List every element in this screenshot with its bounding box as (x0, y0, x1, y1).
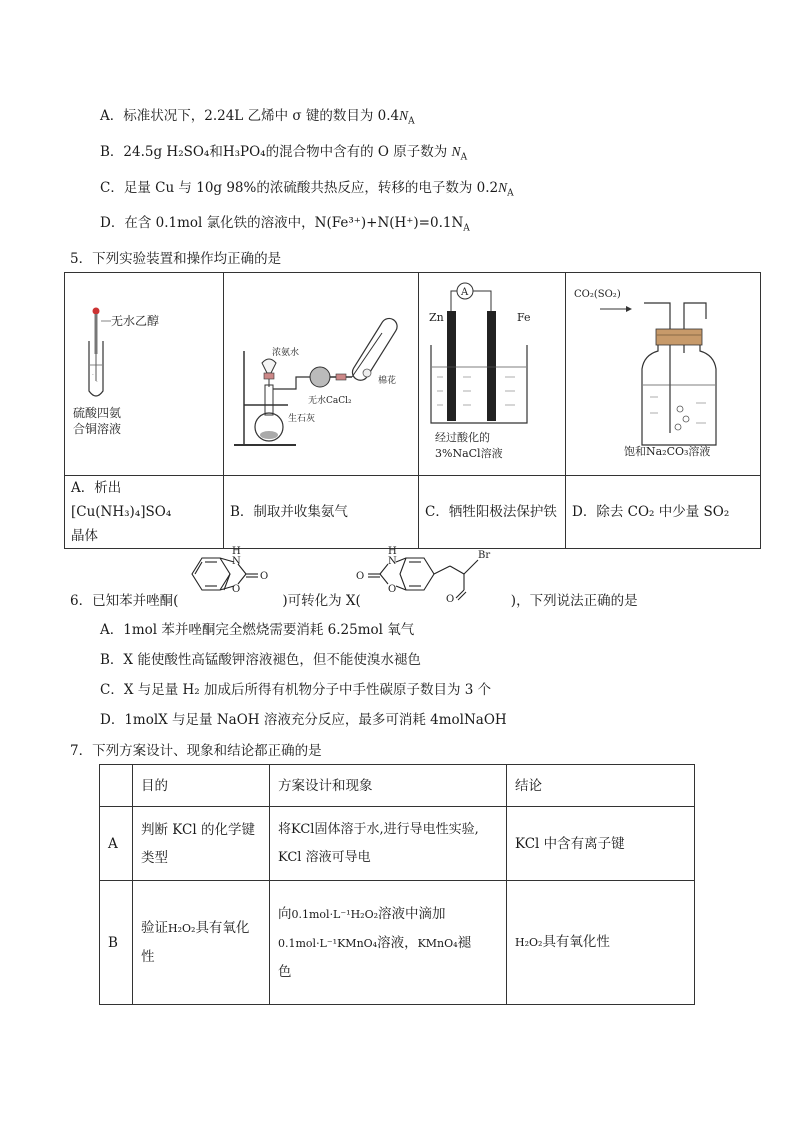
q4-option-c: C．足量 Cu 与 10g 98%的浓硫酸共热反应，转移的电子数为 $0.2N_A$ (100, 180, 514, 199)
svg-text:‐: ‐ (96, 379, 98, 385)
svg-text:O: O (232, 584, 241, 595)
header-blank (100, 765, 133, 807)
label-lime: 生石灰 (288, 414, 316, 424)
row-key: A (100, 807, 133, 881)
label-zn: Zn (429, 311, 444, 324)
compound-x-structure (354, 546, 504, 604)
caption-d: D．除去 CO₂ 中少量 SO₂ (566, 476, 761, 549)
q5-stem: 5．下列实验装置和操作均正确的是 (70, 251, 282, 267)
label-cotton: 棉花 (378, 376, 397, 386)
benzoxazolone-structure (180, 546, 280, 604)
row-design: 将KCl固体溶于水,进行导电性实验, KCl 溶液可导电 (270, 807, 507, 881)
svg-text:O: O (388, 584, 397, 595)
svg-text:N: N (388, 556, 397, 567)
zn-electrode (447, 311, 456, 421)
label-nacl: 3%NaCl溶液 (435, 447, 503, 460)
svg-text:H: H (388, 546, 397, 557)
caption-c: C．牺牲阳极法保护铁 (419, 476, 566, 549)
table-row (100, 807, 695, 881)
drying-tube-icon (310, 367, 330, 387)
header-design: 方案设计和现象 (270, 765, 507, 807)
arrow-right-icon (626, 306, 632, 312)
q5-apparatus-table (64, 272, 761, 549)
caption-a: A．析出 [Cu(NH₃)₄]SO₄ 晶体 (65, 476, 224, 549)
label-gas: CO₂(SO₂) (574, 289, 621, 300)
label-ammonia: 浓氨水 (272, 348, 300, 358)
label-solution-2: 合铜溶液 (73, 422, 122, 436)
figure-a (65, 273, 224, 476)
collection-tube-icon (349, 315, 400, 383)
row-conclusion: KCl 中含有离子键 (507, 807, 695, 881)
ammeter-label: A (461, 287, 469, 298)
label-solution-1: 硫酸四氨 (73, 406, 122, 420)
beaker-icon (431, 345, 527, 423)
q6-stem: 6．已知苯并唑酮( )可转化为 X( )，下列说法正确的是 (70, 593, 638, 609)
table-row (100, 881, 695, 1005)
svg-text:‐: ‐ (92, 372, 94, 378)
row-key: B (100, 881, 133, 1005)
q7-stem: 7．下列方案设计、现象和结论都正确的是 (70, 743, 322, 759)
svg-text:N: N (232, 556, 241, 567)
svg-text:O: O (260, 571, 269, 582)
fe-electrode (487, 311, 496, 421)
row-purpose: 验证H₂O₂具有氧化 性 (133, 881, 270, 1005)
figure-b (224, 273, 419, 476)
caption-b: B．制取并收集氨气 (224, 476, 419, 549)
label-ethanol: 无水乙醇 (111, 314, 160, 328)
dropper-bulb-icon (93, 308, 100, 315)
q4-option-b: B．24.5g H₂SO₄和H₃PO₄的混合物中含有的 O 原子数为 $N_A$ (100, 144, 468, 163)
header-conclusion: 结论 (507, 765, 695, 807)
q4-option-a: A．标准状况下，2.24L 乙烯中 σ 键的数目为 $0.4N_A$ (100, 108, 415, 127)
figure-d (566, 273, 761, 476)
q6-option-a: A．1mol 苯并唑酮完全燃烧需要消耗 6.25mol 氧气 (100, 622, 415, 638)
q4-option-d: D．在含 0.1mol 氯化铁的溶液中，$N(Fe^{3+})+N(H^+)=0.1N_A$ (100, 215, 470, 234)
svg-text:H: H (232, 546, 241, 557)
label-acidified: 经过酸化的 (435, 431, 490, 444)
svg-text:O: O (446, 594, 455, 604)
q6-option-c: C．X 与足量 H₂ 加成后所得有机物分子中手性碳原子数目为 3 个 (100, 682, 492, 698)
q6-option-b: B．X 能使酸性高锰酸钾溶液褪色，但不能使溴水褪色 (100, 652, 421, 668)
q7-table (99, 764, 695, 1005)
q6-option-d: D．1molX 与足量 NaOH 溶液充分反应，最多可消耗 4molNaOH (100, 712, 507, 728)
svg-text:O: O (356, 571, 365, 582)
label-fe: Fe (517, 311, 531, 324)
label-na2co3: 饱和Na₂CO₃溶液 (624, 445, 711, 458)
header-purpose: 目的 (133, 765, 270, 807)
row-design: 向0.1mol·L⁻¹H₂O₂溶液中滴加 0.1mol·L⁻¹KMnO₄溶液，KMnO₄褪 色 (270, 881, 507, 1005)
row-purpose: 判断 KCl 的化学键 类型 (133, 807, 270, 881)
row-conclusion: H₂O₂具有氧化性 (507, 881, 695, 1005)
figure-c (419, 273, 566, 476)
svg-text:Br: Br (478, 550, 491, 561)
label-cacl2: 无水CaCl₂ (308, 396, 352, 406)
